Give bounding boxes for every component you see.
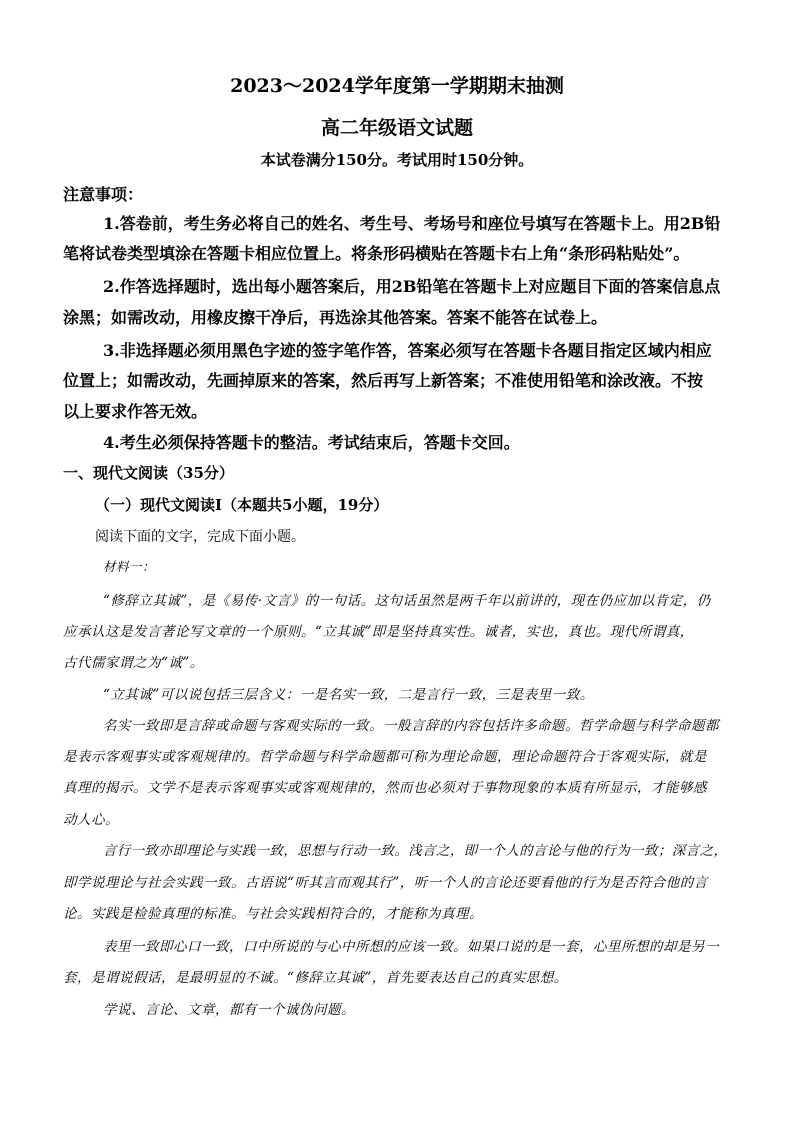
passage-line: 名实一致即是言辞或命题与客观实际的一致。一般言辞的内容包括许多命题。哲学命题与科学命题都 xyxy=(103,718,719,734)
notice-line: 2.作答选择题时，选出每小题答案后，用2B铅笔在答题卡上对应题目下面的答案信息点 xyxy=(103,277,721,296)
reading-instruction: 阅读下面的文字，完成下面小题。 xyxy=(95,529,305,545)
passage-line: 表里一致即心口一致，口中所说的与心中所想的应该一致。如果口说的是一套，心里所想的却是另一 xyxy=(103,939,719,955)
passage-line: 动人心。 xyxy=(63,812,119,828)
notice-line: 位置上；如需改动，先画掉原来的答案，然后再写上新答案；不准使用铅笔和涂改液。不按 xyxy=(63,371,704,390)
passage-line: 应承认这是发言著论写文章的一个原则。“立其诚”即是坚持真实性。诚者，实也，真也。现代所谓真， xyxy=(63,624,694,640)
passage-line: “修辞立其诚”，是《易传·文言》的一句话。这句话虽然是两千年以前讲的，现在仍应加以肯定，仍 xyxy=(103,593,711,609)
notice-line: 笔将试卷类型填涂在答题卡相应位置上。将条形码横贴在答题卡右上角“条形码粘贴处”。 xyxy=(63,244,690,263)
notice-heading: 注意事项： xyxy=(63,185,144,204)
material-label: 材料一： xyxy=(103,559,156,574)
sub-section-heading: （一）现代文阅读Ⅰ（本题共5小题，19分） xyxy=(95,496,389,514)
notice-line: 1.答卷前，考生务必将自己的姓名、考生号、考场号和座位号填写在答题卡上。用2B铅 xyxy=(103,214,721,233)
notice-line: 以上要求作答无效。 xyxy=(63,402,208,421)
exam-subject-title: 高二年级语文试题 xyxy=(320,117,473,139)
passage-line: 真理的揭示。文学不是表示客观事实或客观规律的，然而也必须对于事物现象的本质有所显示，才能够感 xyxy=(63,780,707,796)
passage-line: 即学说理论与社会实践一致。古语说“听其言而观其行”，听一个人的言论还要看他的行为是否符合他的言 xyxy=(63,875,708,891)
notice-line: 4.考生必须保持答题卡的整洁。考试结束后，答题卡交回。 xyxy=(103,433,520,452)
passage-line: 言行一致亦即理论与实践一致，思想与行动一致。浅言之，即一个人的言论与他的行为一致；深言之， xyxy=(103,844,728,859)
passage-line: 古代儒家谓之为“诚”。 xyxy=(63,655,204,671)
passage-line: “立其诚”可以说包括三层含义：一是名实一致，二是言行一致，三是表里一致。 xyxy=(103,687,594,703)
passage-line: 套，是谓说假话，是最明显的不诚。“修辞立其诚”，首先要表达自己的真实思想。 xyxy=(63,970,568,986)
passage-line: 是表示客观事实或客观规律的。哲学命题与科学命题都可称为理论命题，理论命题符合于客观实际，就是 xyxy=(63,749,707,765)
exam-subtitle: 本试卷满分150分。考试用时150分钟。 xyxy=(260,151,534,169)
notice-line: 涂黑；如需改动，用橡皮擦干净后，再选涂其他答案。答案不能答在试卷上。 xyxy=(63,308,608,327)
exam-title: 2023～2024学年度第一学期期末抽测 xyxy=(230,75,564,97)
passage-line: 学说、言论、文章，都有一个诚伪问题。 xyxy=(103,1002,355,1018)
notice-line: 3.非选择题必须用黑色字迹的签字笔作答，答案必须写在答题卡各题目指定区域内相应 xyxy=(103,341,712,360)
passage-line: 论。实践是检验真理的标准。与社会实践相符合的，才能称为真理。 xyxy=(63,906,483,922)
section-heading: 一、现代文阅读（35分） xyxy=(63,464,234,482)
